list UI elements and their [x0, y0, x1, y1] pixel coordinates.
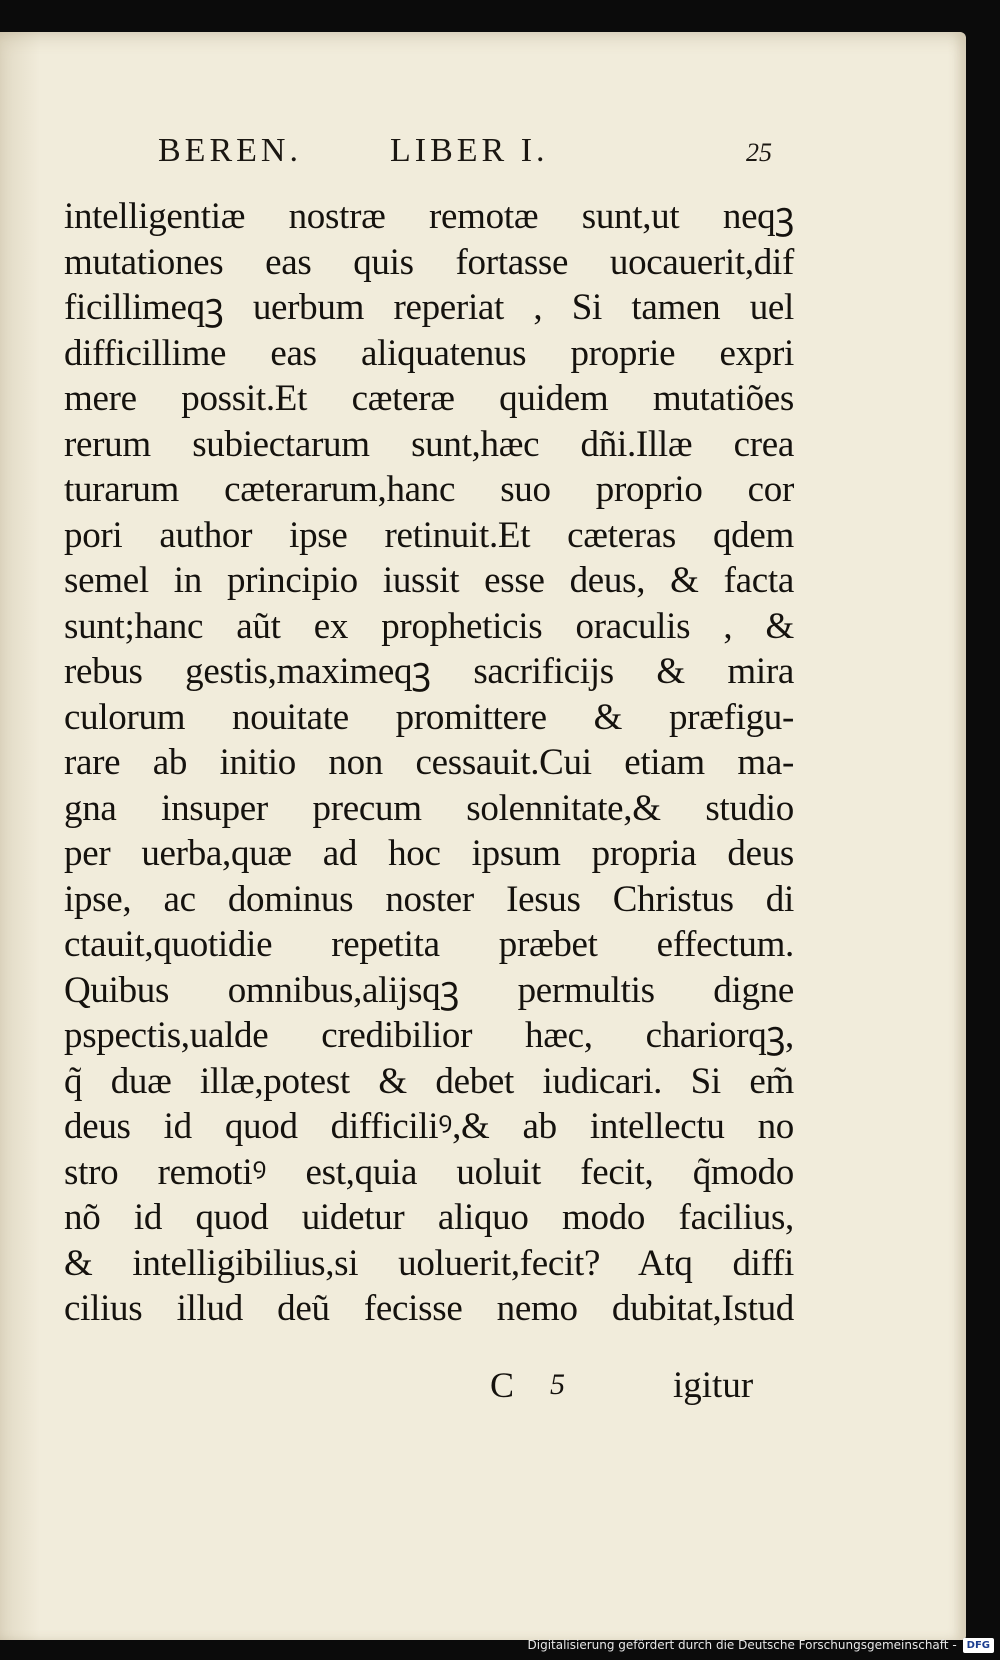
text-line: nõ id quod uidetur aliquo modo facilius, [64, 1197, 794, 1238]
page-foot [480, 1364, 800, 1414]
text-line: culorum nouitate promittere & præfigu- [64, 696, 794, 738]
text-line: pori author ipse retinuit.Et cæteras qdem [64, 514, 794, 556]
running-head [158, 132, 808, 182]
book-page [0, 32, 966, 1640]
text-line: mutationes eas quis fortasse uocauerit,dif [64, 241, 794, 283]
text-line: difficillime eas aliquatenus proprie expri [64, 332, 794, 374]
text-line: gna insuper precum solennitate,& studio [64, 787, 794, 829]
text-line: per uerba,quæ ad hoc ipsum propria deus [64, 833, 794, 874]
dfg-logo-icon: DFG [963, 1638, 994, 1653]
text-line: rare ab initio non cessauit.Cui etiam ma- [64, 742, 794, 783]
text-line: pspectis,ualde credibilior hæc, chariorqꝫ, [64, 1015, 794, 1056]
text-line: Quibus omnibus,alijsqꝫ permultis digne [64, 969, 794, 1011]
text-line: sunt;hanc aũt ex propheticis oraculis , & [64, 605, 794, 647]
catchword: igitur [673, 1365, 754, 1406]
signature-number: 5 [550, 1368, 565, 1401]
text-line: ipse, ac dominus noster Iesus Christus di [64, 878, 794, 920]
credit-text: Digitalisierung gefördert durch die Deutsche Forschungsgemeinschaft - [527, 1638, 957, 1652]
running-head-book: LIBER I. [390, 132, 549, 169]
body-text [64, 194, 794, 1332]
text-line: rebus gestis,maximeqꝫ sacrificijs & mira [64, 651, 794, 692]
signature-mark: C [490, 1365, 515, 1405]
text-line: deus id quod difficiliꝰ,& ab intellectu no [64, 1106, 794, 1147]
text-line: semel in principio iussit esse deus, & facta [64, 560, 794, 601]
text-line: ctauit,quotidie repetita præbet effectum. [64, 924, 794, 965]
folio-number: 25 [746, 138, 772, 167]
text-line: intelligentiæ nostræ remotæ sunt,ut neqꝫ [64, 196, 794, 237]
text-line: ficillimeqꝫ uerbum reperiat , Si tamen uel [64, 287, 794, 328]
text-line: q̃ duæ illæ,potest & debet iudicari. Si em̃ [64, 1060, 794, 1102]
digitization-credit [528, 1634, 995, 1656]
text-line: turarum cæterarum,hanc suo proprio cor [64, 469, 794, 510]
text-line: rerum subiectarum sunt,hæc dñi.Illæ crea [64, 423, 794, 465]
text-line: stro remotiꝰ est,quia uoluit fecit, q̃modo [64, 1151, 794, 1193]
text-line: mere possit.Et cæteræ quidem mutatiões [64, 378, 794, 419]
running-head-title: BEREN. [158, 132, 302, 169]
text-line: cilius illud deũ fecisse nemo dubitat,Istud [64, 1288, 794, 1329]
text-line: & intelligibilius,si uoluerit,fecit? Atq diffi [64, 1242, 794, 1284]
